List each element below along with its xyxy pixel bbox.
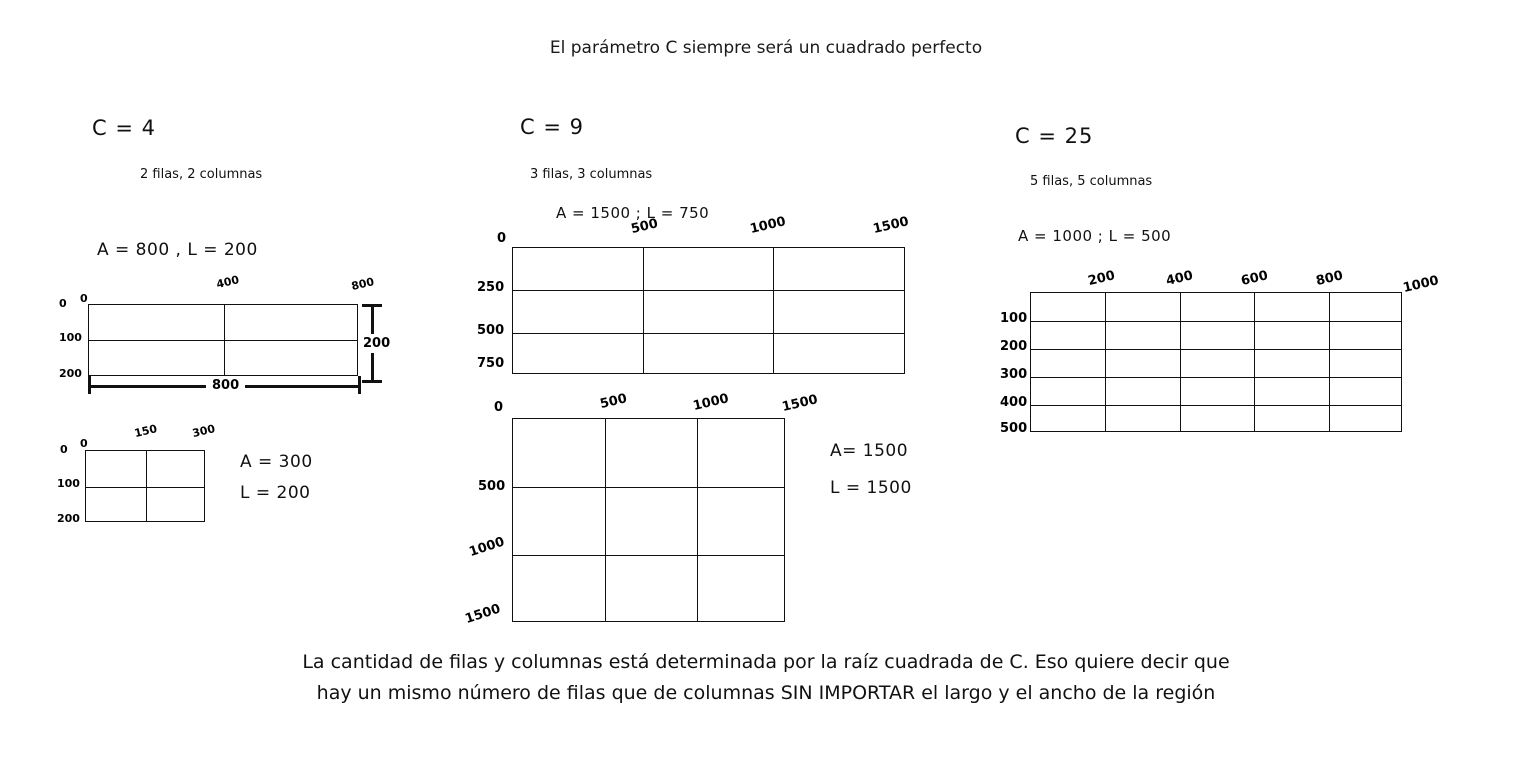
y-tick-c4-2-1: 100 [57,477,80,490]
x-tick-c25-3: 800 [1314,268,1345,289]
annotation-a-c9-grid2: A= 1500 [830,441,909,461]
y-tick-c9-1-1: 250 [477,280,505,295]
y-tick-c9-2-1: 500 [478,479,506,494]
y-tick-c25-0: 100 [1000,311,1028,326]
grid-c4-1 [88,304,358,376]
footer-line-1: La cantidad de filas y columnas está determinada por la raíz cuadrada de C. Eso quiere decir que [302,651,1230,673]
annotation-c25-grid1: A = 1000 ; L = 500 [1018,227,1172,245]
x-tick-c9-1-1: 500 [629,216,660,237]
x-tick-c9-1-0: 0 [497,231,507,246]
y-tick-c4-2-2: 200 [57,512,80,525]
grid-c25-1 [1030,292,1402,432]
annotation-c9-grid1: A = 1500 ; L = 750 [556,204,710,222]
grid-c4-2 [85,450,205,522]
x-tick-c25-0: 200 [1086,268,1117,289]
footer-line-2: hay un mismo número de filas que de columnas SIN IMPORTAR el largo y el ancho de la región [316,682,1216,704]
y-tick-c4-2-0: 0 [60,443,68,456]
height-measure-cap-top [362,304,382,307]
y-tick-c25-4: 500 [1000,421,1028,436]
y-tick-c9-1-3: 750 [477,356,505,371]
grid-c9-1 [512,247,905,374]
annotation-c4-grid1: A = 800 , L = 200 [97,240,258,260]
x-tick-c4-2-2: 300 [191,422,217,440]
x-tick-c4-1-0: 0 [80,292,88,305]
page-title: El parámetro C siempre será un cuadrado perfecto [549,38,983,58]
annotation-a-c4-grid2: A = 300 [240,452,313,472]
x-tick-c4-1-1: 400 [215,273,241,291]
y-tick-c4-1-0: 0 [59,297,67,310]
x-tick-c9-1-2: 1000 [748,214,788,237]
example-heading-c25: C = 25 [1015,124,1094,148]
y-tick-c4-1-1: 100 [59,331,82,344]
y-tick-c9-1-2: 500 [477,323,505,338]
height-label-c4: 200 [363,336,391,351]
x-tick-c9-1-3: 1500 [871,214,911,237]
width-measure-cap-right [358,376,361,394]
example-subheading-c4: 2 filas, 2 columnas [140,167,263,182]
y-tick-c25-2: 300 [1000,367,1028,382]
x-tick-c9-2-3: 1500 [780,392,820,415]
y-tick-c9-2-3: 1500 [463,601,503,627]
x-tick-c9-2-2: 1000 [691,391,731,414]
annotation-l-c4-grid2: L = 200 [240,483,311,503]
width-label-c4: 800 [206,378,245,393]
width-measure-cap-left [88,376,91,394]
x-tick-c25-1: 400 [1164,268,1195,289]
grid-c9-2 [512,418,785,622]
height-measure-cap-bottom [362,380,382,383]
x-tick-c9-2-1: 500 [598,391,629,412]
annotation-l-c9-grid2: L = 1500 [830,478,912,498]
x-tick-c25-4: 1000 [1401,273,1441,296]
x-tick-c9-2-0: 0 [494,400,504,415]
y-tick-c25-3: 400 [1000,395,1028,410]
x-tick-c4-1-2: 800 [350,275,376,293]
x-tick-c4-2-0: 0 [80,437,88,450]
y-tick-c4-1-2: 200 [59,367,82,380]
y-tick-c25-1: 200 [1000,339,1028,354]
example-heading-c4: C = 4 [92,116,156,140]
example-subheading-c9: 3 filas, 3 columnas [530,167,653,182]
x-tick-c25-2: 600 [1239,268,1270,289]
example-heading-c9: C = 9 [520,115,584,139]
y-tick-c9-2-2: 1000 [467,534,507,560]
x-tick-c4-2-1: 150 [133,422,159,440]
example-subheading-c25: 5 filas, 5 columnas [1030,174,1153,189]
